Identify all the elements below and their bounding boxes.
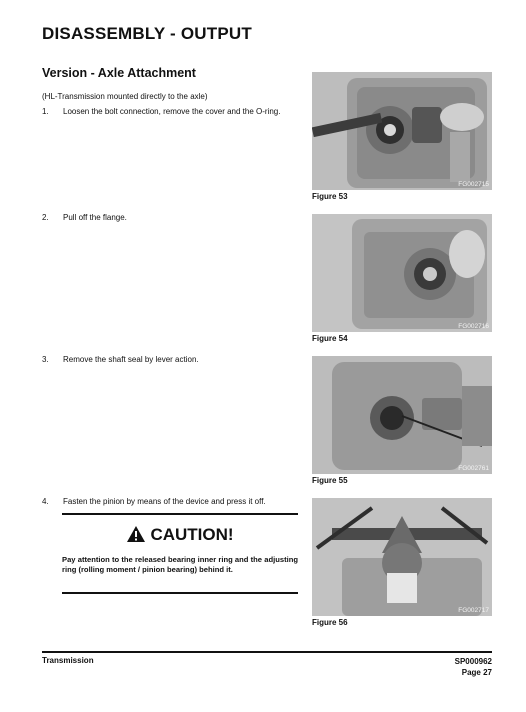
footer-section: Transmission <box>42 656 94 665</box>
doc-number: SP000962 <box>454 657 492 666</box>
page-number: Page 27 <box>461 668 492 677</box>
section-note: (HL-Transmission mounted directly to the axle) <box>42 92 208 101</box>
figure-code: FG002715 <box>458 181 489 188</box>
step-text: Loosen the bolt connection, remove the cover and the O-ring. <box>63 107 281 116</box>
footer-rule <box>42 651 492 653</box>
figure-56-photo <box>312 498 492 616</box>
step-text: Pull off the flange. <box>63 213 127 222</box>
figure-56-caption: Figure 56 <box>312 618 348 627</box>
figure-54-photo <box>312 214 492 332</box>
caution-heading-text: CAUTION! <box>150 525 234 544</box>
caution-text: Pay attention to the released bearing inner ring and the adjusting ring (rolling moment / pinion bearing) behind it. <box>62 555 298 574</box>
step-4 <box>42 496 300 507</box>
step-number: 1. <box>42 107 49 116</box>
section-subtitle: Version - Axle Attachment <box>42 66 196 80</box>
warning-icon <box>126 525 146 543</box>
footer-page-info <box>455 656 492 678</box>
figure-code: FG002716 <box>458 323 489 330</box>
figure-54-caption: Figure 54 <box>312 334 348 343</box>
caution-heading <box>62 525 298 545</box>
figure-code: FG002717 <box>458 607 489 614</box>
step-text: Remove the shaft seal by lever action. <box>63 355 199 364</box>
step-text: Fasten the pinion by means of the device and press it off. <box>63 497 266 506</box>
step-number: 2. <box>42 213 49 222</box>
page-title: DISASSEMBLY - OUTPUT <box>42 24 252 43</box>
figure-55-caption: Figure 55 <box>312 476 348 485</box>
figure-code: FG002761 <box>458 465 489 472</box>
figure-53-photo <box>312 72 492 190</box>
step-1 <box>42 106 300 117</box>
step-3 <box>42 354 300 365</box>
caution-box <box>62 513 298 594</box>
step-number: 4. <box>42 497 49 506</box>
step-2 <box>42 212 300 223</box>
step-number: 3. <box>42 355 49 364</box>
figure-55-photo <box>312 356 492 474</box>
figure-53-caption: Figure 53 <box>312 192 348 201</box>
